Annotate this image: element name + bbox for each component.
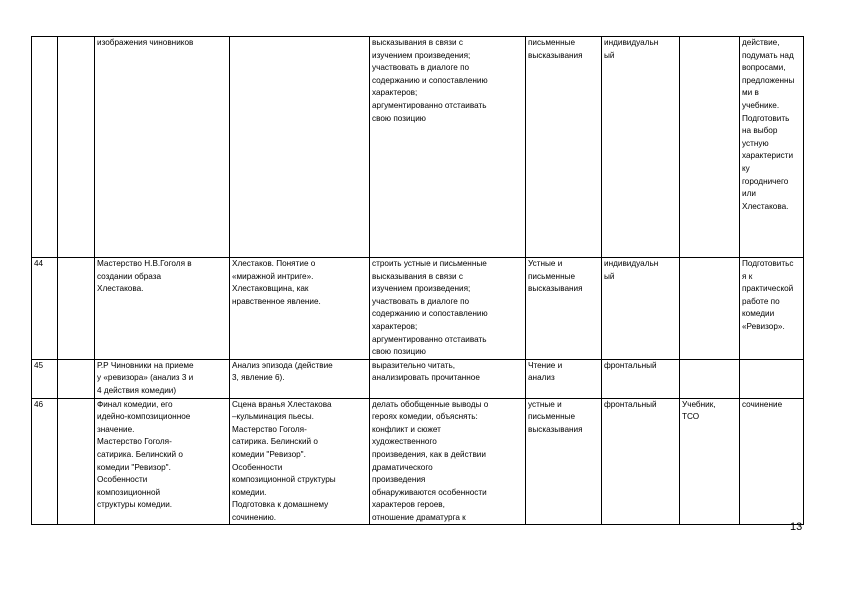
lesson-activity-cell (526, 359, 602, 398)
lesson-homework-cell (740, 258, 804, 360)
lesson-activity: письменные высказывания (528, 38, 583, 60)
lesson-homework: действие, подумать над вопросами, предложенны ми в учебнике. Подготовить на выбор устную характеристи ку городничего или Хлестакова. (742, 38, 795, 211)
lesson-skills: высказывания в связи с изучением произведения; участвовать в диалоге по содержанию и сопоставлению характеров; аргументированно отстаивать свою позицию (372, 38, 488, 123)
lesson-topic: Р.Р Чиновники на приеме у «ревизора» (анализ 3 и 4 действия комедии) (97, 360, 194, 395)
lesson-means: Учебник, ТСО (682, 399, 716, 422)
lesson-content-cell (230, 398, 370, 525)
lesson-means-cell (680, 398, 740, 525)
lesson-date-cell (58, 37, 95, 258)
lesson-topic-cell (95, 398, 230, 525)
lesson-skills-cell (370, 37, 526, 258)
lesson-plan-table (31, 36, 804, 525)
page-number: 13 (790, 521, 803, 533)
lesson-number-cell (32, 359, 58, 398)
lesson-content-cell (230, 258, 370, 360)
lesson-homework-cell (740, 359, 804, 398)
lesson-form-cell (602, 359, 680, 398)
lesson-number-cell (32, 258, 58, 360)
lesson-topic: Мастерство Н.В.Гоголя в создании образа Хлестакова. (97, 259, 192, 294)
lesson-activity: Устные и письменные высказывания (528, 259, 583, 294)
lesson-activity: устные и письменные высказывания (528, 399, 583, 434)
lesson-skills-cell (370, 398, 526, 525)
lesson-skills: выразительно читать, анализировать прочитанное (372, 360, 480, 383)
lesson-form: фронтальный (604, 399, 657, 409)
lesson-form-cell (602, 258, 680, 360)
lesson-skills: строить устные и письменные высказывания в связи с изучением произведения; участвовать в диалоге по содержанию и сопоставлению характеров; аргументированно отстаивать свою позицию (372, 259, 488, 357)
lesson-form-cell (602, 398, 680, 525)
lesson-content-cell (230, 37, 370, 258)
lesson-topic-cell (95, 258, 230, 360)
table-row (32, 359, 804, 398)
lesson-form: индивидуальн ый (604, 38, 659, 60)
table-row (32, 258, 804, 360)
lesson-form: фронтальный (604, 360, 657, 370)
lesson-number: 45 (34, 360, 44, 370)
lesson-number: 44 (34, 259, 44, 268)
lesson-content: Сцена вранья Хлестакова –кульминация пьесы. Мастерство Гоголя- сатирика. Белинский о комедии "Ревизор". Особенности композиционной структуры комедии. Подготовка к домашнему сочинению. (232, 399, 336, 522)
lesson-homework: Подготовитьс я к практической работе по комедии «Ревизор». (742, 259, 794, 331)
lesson-date-cell (58, 359, 95, 398)
lesson-homework-cell (740, 37, 804, 258)
lesson-skills-cell (370, 359, 526, 398)
lesson-topic: Финал комедии, его идейно-композиционное значение. Мастерство Гоголя- сатирика. Белинский о комедии "Ревизор". Особенности композиционной структуры комедии. (97, 399, 191, 510)
lesson-activity-cell (526, 37, 602, 258)
lesson-content-cell (230, 359, 370, 398)
lesson-topic: изображения чиновников (97, 38, 194, 47)
lesson-skills-cell (370, 258, 526, 360)
lesson-topic-cell (95, 37, 230, 258)
lesson-homework-cell (740, 398, 804, 525)
lesson-means-cell (680, 258, 740, 360)
lesson-activity: Чтение и анализ (528, 360, 563, 383)
lesson-activity-cell (526, 258, 602, 360)
lesson-means-cell (680, 359, 740, 398)
lesson-topic-cell (95, 359, 230, 398)
lesson-content: Хлестаков. Понятие о «миражной интриге». Хлестаковщина, как нравственное явление. (232, 259, 321, 306)
lesson-content: Анализ эпизода (действие 3, явление 6). (232, 360, 333, 383)
lesson-date-cell (58, 398, 95, 525)
lesson-form-cell (602, 37, 680, 258)
lesson-number-cell (32, 37, 58, 258)
table-row (32, 37, 804, 258)
lesson-means-cell (680, 37, 740, 258)
table-row (32, 398, 804, 525)
lesson-homework: сочинение (742, 399, 783, 409)
lesson-number: 46 (34, 399, 44, 409)
lesson-form: индивидуальн ый (604, 259, 659, 281)
lesson-activity-cell (526, 398, 602, 525)
lesson-number-cell (32, 398, 58, 525)
lesson-skills: делать обобщенные выводы о героях комедии, объяснять: конфликт и сюжет художественного произведения, как в действии драматического произведения обнаруживаются особенности характеров героев, отношение драматурга к (372, 399, 489, 522)
lesson-date-cell (58, 258, 95, 360)
